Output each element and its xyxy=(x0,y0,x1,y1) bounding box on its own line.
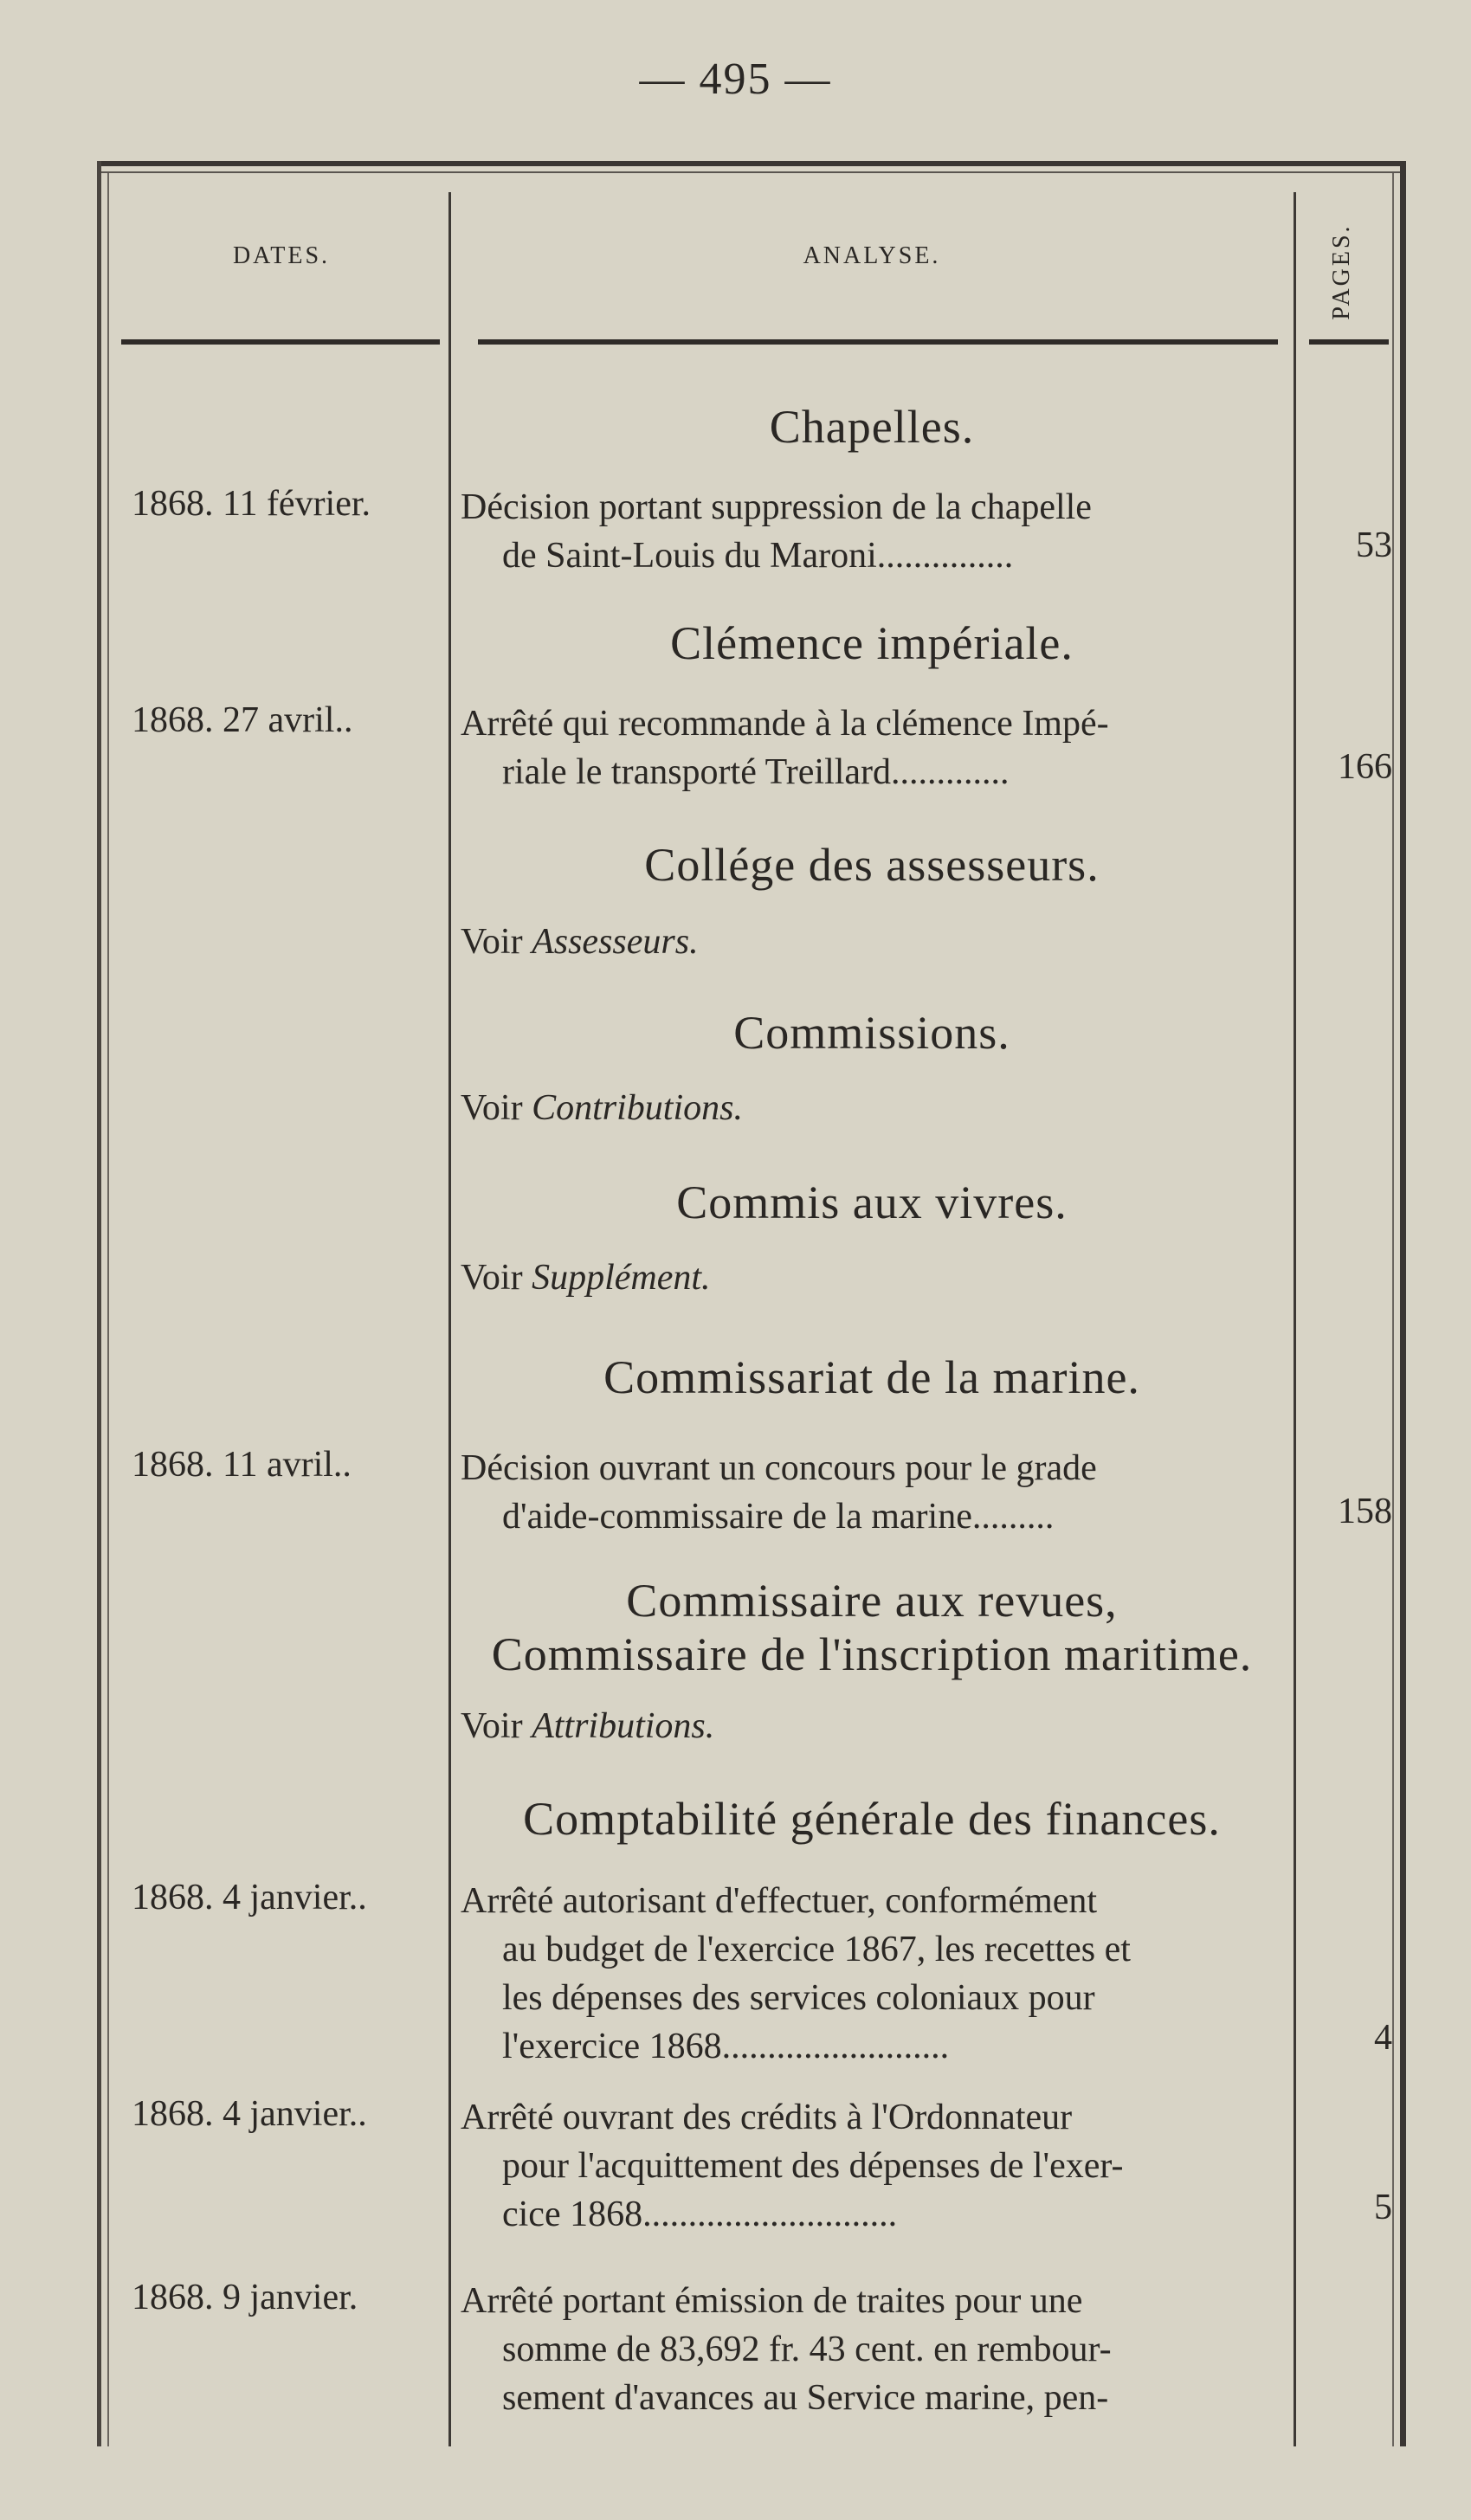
entry-analysis xyxy=(461,699,1283,796)
section-title: Commissions. xyxy=(733,1007,1010,1059)
top-rule xyxy=(97,161,1406,166)
entry-page: 166 xyxy=(1338,747,1392,787)
entry-line: d'aide-commissaire de la marine......... xyxy=(502,1497,1055,1537)
left-border-inner xyxy=(107,173,109,2446)
entry-date: 1868. 4 janvier.. xyxy=(132,1878,367,1917)
cross-reference xyxy=(461,1705,714,1747)
section-title: Chapelles. xyxy=(769,401,975,453)
entry-page: 5 xyxy=(1374,2188,1392,2227)
entry-line: au budget de l'exercice 1867, les recettes et xyxy=(502,1930,1131,1969)
top-rule-thin xyxy=(97,171,1406,173)
header-rule-pages xyxy=(1309,339,1389,345)
cross-reference-prefix: Voir xyxy=(461,1706,523,1746)
section-title: Comptabilité générale des finances. xyxy=(523,1793,1221,1845)
cross-reference-prefix: Voir xyxy=(461,922,523,962)
column-header-analyse: ANALYSE. xyxy=(803,242,941,269)
right-border-inner xyxy=(1392,173,1394,2446)
entry-line: les dépenses des services coloniaux pour xyxy=(502,1978,1095,2018)
entry-date: 1868. 11 avril.. xyxy=(132,1445,352,1485)
entry-page: 158 xyxy=(1338,1492,1392,1531)
entry-line: Arrêté portant émission de traites pour une xyxy=(461,2281,1083,2321)
entry-line: de Saint-Louis du Maroni............... xyxy=(502,536,1014,576)
entry-line: pour l'acquittement des dépenses de l'exer- xyxy=(502,2146,1124,2186)
cross-reference-prefix: Voir xyxy=(461,1258,523,1298)
entry-analysis xyxy=(461,2093,1283,2239)
entry-line: cice 1868............................ xyxy=(502,2195,898,2234)
cross-reference-prefix: Voir xyxy=(461,1088,523,1128)
left-border xyxy=(97,161,101,2446)
entry-date: 1868. 4 janvier.. xyxy=(132,2094,367,2134)
header-rule-analyse xyxy=(478,339,1278,345)
cross-reference-target: Attributions. xyxy=(532,1706,715,1746)
entry-date: 1868. 9 janvier. xyxy=(132,2278,358,2317)
right-border xyxy=(1400,161,1406,2446)
entry-date: 1868. 27 avril.. xyxy=(132,700,353,740)
entry-line: Arrêté qui recommande à la clémence Impé- xyxy=(461,704,1109,744)
entry-page: 53 xyxy=(1356,525,1392,565)
cross-reference xyxy=(461,1257,711,1299)
section-title: Collége des assesseurs. xyxy=(644,839,1100,891)
entry-line: sement d'avances au Service marine, pen- xyxy=(502,2378,1109,2418)
cross-reference xyxy=(461,1087,743,1129)
entry-line: somme de 83,692 fr. 43 cent. en rembour- xyxy=(502,2330,1112,2369)
cross-reference xyxy=(461,921,699,963)
entry-line: Arrêté autorisant d'effectuer, conformément xyxy=(461,1881,1098,1921)
header-rule-dates xyxy=(121,339,440,345)
entry-page: 4 xyxy=(1374,2018,1392,2058)
entry-analysis xyxy=(461,1877,1283,2071)
entry-line: riale le transporté Treillard............. xyxy=(502,752,1010,792)
entry-line: l'exercice 1868......................... xyxy=(502,2027,950,2066)
column-divider-pages xyxy=(1294,192,1296,2446)
section-title: Commissariat de la marine. xyxy=(603,1351,1140,1403)
section-title: Commissaire aux revues, xyxy=(626,1575,1118,1627)
entry-analysis xyxy=(461,1444,1283,1541)
section-title: Commissaire de l'inscription maritime. xyxy=(491,1628,1253,1680)
entry-line: Décision ouvrant un concours pour le grade xyxy=(461,1448,1097,1488)
entry-date: 1868. 11 février. xyxy=(132,484,371,524)
entry-line: Arrêté ouvrant des crédits à l'Ordonnateur xyxy=(461,2098,1073,2137)
section-title: Commis aux vivres. xyxy=(676,1176,1068,1228)
entry-analysis xyxy=(461,483,1283,580)
entry-analysis xyxy=(461,2277,1283,2422)
cross-reference-target: Contributions. xyxy=(532,1088,743,1128)
cross-reference-target: Assesseurs. xyxy=(532,922,699,962)
column-header-dates: DATES. xyxy=(232,242,331,269)
page-number: — 495 — xyxy=(639,55,832,104)
section-title: Clémence impériale. xyxy=(670,617,1074,669)
column-header-pages: PAGES. xyxy=(1328,223,1355,320)
cross-reference-target: Supplément. xyxy=(532,1258,711,1298)
entry-line: Décision portant suppression de la chapelle xyxy=(461,487,1092,527)
